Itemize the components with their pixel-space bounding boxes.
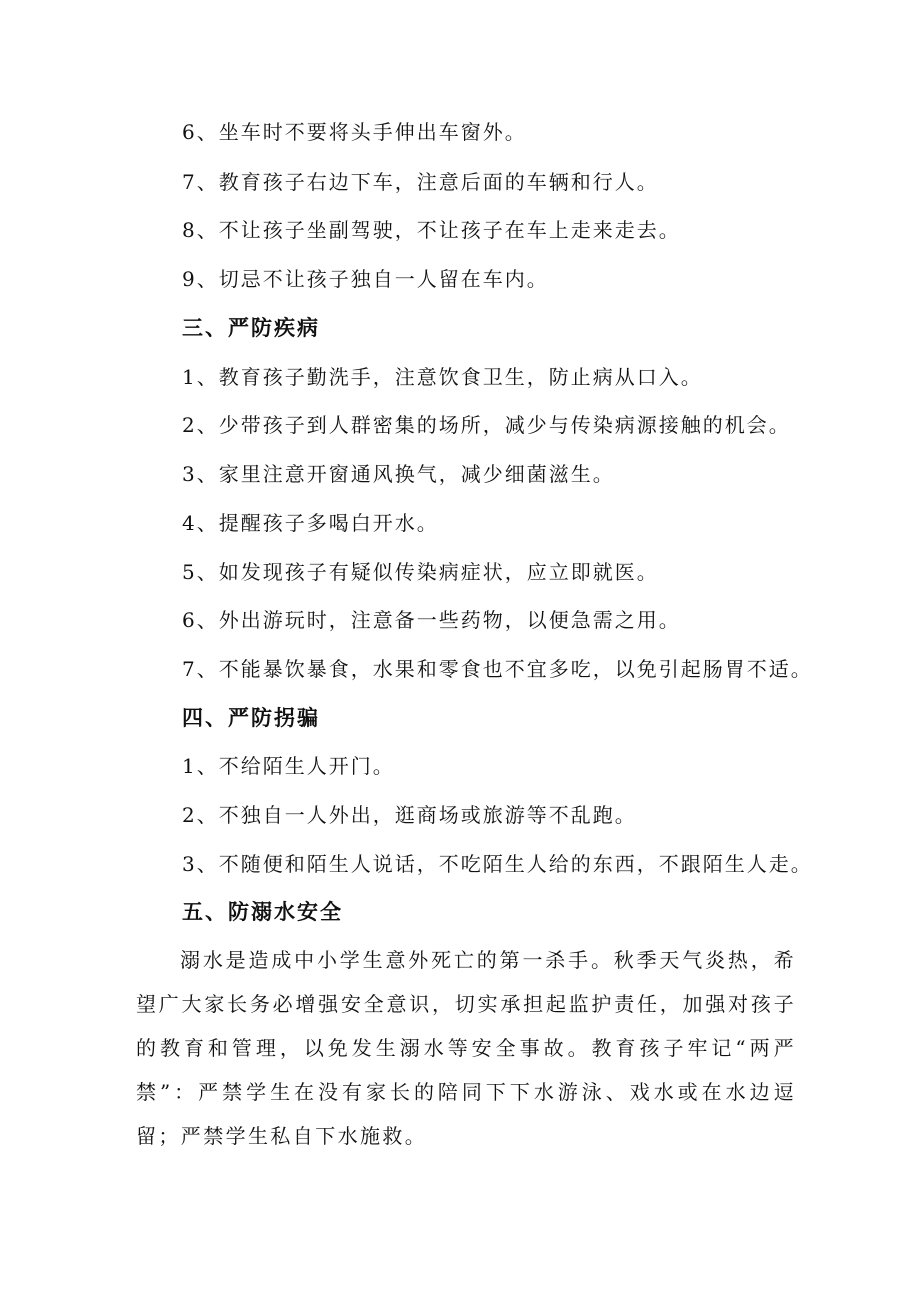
abduction-item-2: 2、不独自一人外出，逛商场或旅游等不乱跑。 (182, 803, 637, 827)
section-heading-disease: 三、严防疾病 (182, 316, 320, 340)
disease-item-1: 1、教育孩子勤洗手，注意饮食卫生，防止病从口入。 (182, 365, 703, 389)
section-heading-drowning: 五、防溺水安全 (182, 900, 343, 924)
disease-item-4: 4、提醒孩子多喝白开水。 (182, 511, 439, 535)
abduction-item-1: 1、不给陌生人开门。 (182, 754, 395, 778)
transport-item-7: 7、教育孩子右边下车，注意后面的车辆和行人。 (182, 170, 659, 194)
disease-item-2: 2、少带孩子到人群密集的场所，减少与传染病源接触的机会。 (182, 413, 791, 437)
disease-item-3: 3、家里注意开窗通风换气，减少细菌滋生。 (182, 462, 615, 486)
section-heading-abduction: 四、严防拐骗 (182, 706, 320, 730)
abduction-item-3: 3、不随便和陌生人说话，不吃陌生人给的东西，不跟陌生人走。 (182, 852, 813, 876)
disease-item-7: 7、不能暴饮暴食，水果和零食也不宜多吃，以免引起肠胃不适。 (182, 657, 813, 681)
transport-item-8: 8、不让孩子坐副驾驶，不让孩子在车上走来走去。 (182, 218, 681, 242)
transport-item-9: 9、切忌不让孩子独自一人留在车内。 (182, 267, 549, 291)
disease-item-6: 6、外出游玩时，注意备一些药物，以便急需之用。 (182, 608, 681, 632)
disease-item-5: 5、如发现孩子有疑似传染病症状，应立即就医。 (182, 560, 659, 584)
transport-item-6: 6、坐车时不要将头手伸出车窗外。 (182, 120, 527, 144)
drowning-paragraph: 溺水是造成中小学生意外死亡的第一杀手。秋季天气炎热，希望广大家长务必增强安全意识，切实承担起监护责任，加强对孩子的教育和管理，以免发生溺水等安全事故。教育孩子牢记“两严禁”：严禁学生在没有家长的陪同下下水游泳、戏水或在水边逗留；严禁学生私自下水施救。 (136, 948, 796, 1148)
